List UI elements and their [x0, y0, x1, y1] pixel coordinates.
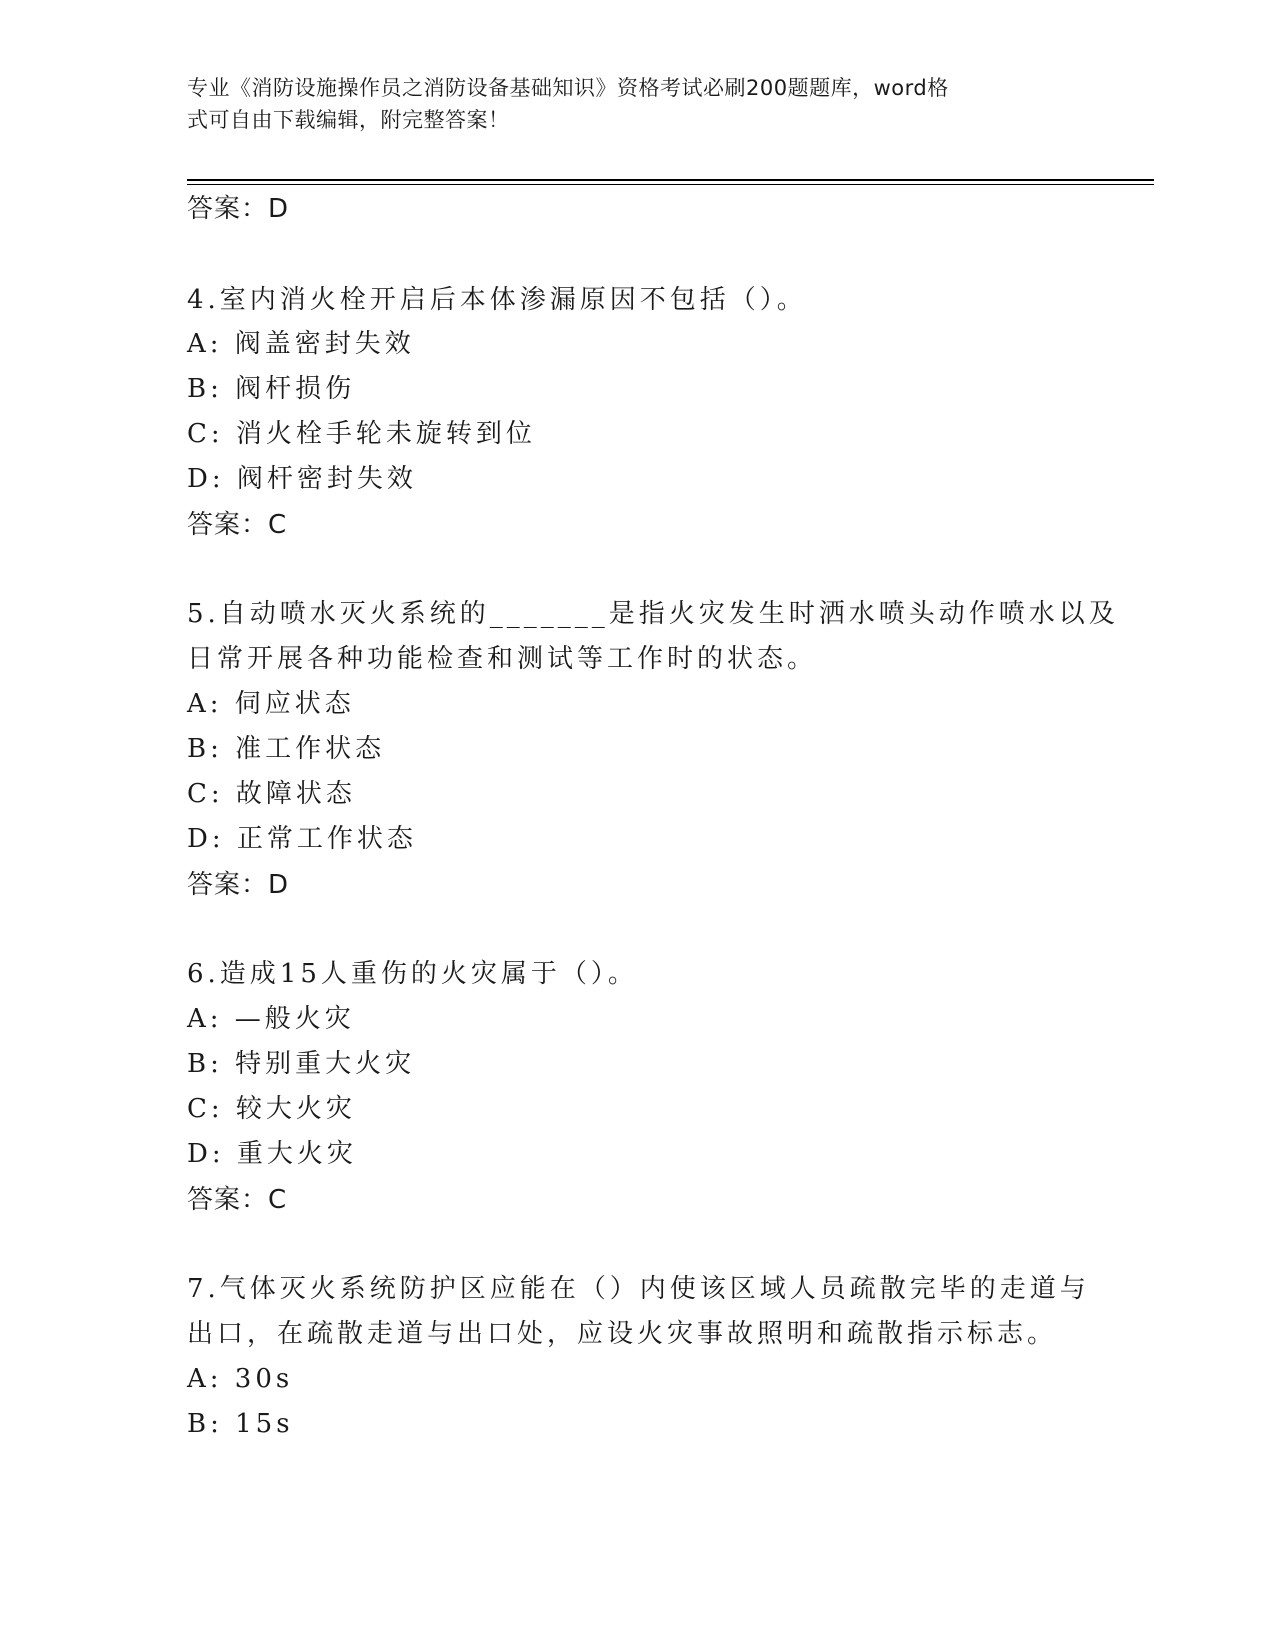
q4-option-d: D: 阀杆密封失效	[187, 464, 417, 494]
q6-option-a: A: —般火灾	[187, 1004, 355, 1034]
q4-option-b: B: 阀杆损伤	[187, 374, 356, 404]
q7-option-b: B: 15s	[187, 1409, 294, 1439]
q5-option-a: A: 伺应状态	[187, 689, 355, 719]
prev-answer: 答案：D	[187, 194, 290, 224]
q4-option-c: C: 消火栓手轮未旋转到位	[187, 419, 536, 449]
q7-option-a: A: 30s	[187, 1364, 294, 1394]
page-header	[187, 72, 1087, 136]
q5-option-c: C: 故障状态	[187, 779, 356, 809]
q4-option-a: A: 阀盖密封失效	[187, 329, 415, 359]
q5-stem-line-1: 5.自动喷水灭火系统的_______是指火灾发生时洒水喷头动作喷水以及	[187, 599, 1119, 629]
q7-stem-line-1: 7.气体灭火系统防护区应能在（）内使该区域人员疏散完毕的走道与	[187, 1274, 1090, 1304]
q6-option-b: B: 特别重大火灾	[187, 1049, 416, 1079]
q5-stem-line-2: 日常开展各种功能检查和测试等工作时的状态。	[187, 644, 818, 674]
q6-answer: 答案：C	[187, 1185, 288, 1215]
header-line-2: 式可自由下载编辑，附完整答案！	[187, 108, 510, 132]
header-line-1: 专业《消防设施操作员之消防设备基础知识》资格考试必刷200题题库，word格	[187, 76, 949, 100]
q4-stem: 4.室内消火栓开启后本体渗漏原因不包括（）。	[187, 285, 807, 315]
q6-stem: 6.造成15人重伤的火灾属于（）。	[187, 959, 638, 989]
q5-option-b: B: 准工作状态	[187, 734, 386, 764]
q5-answer: 答案：D	[187, 870, 290, 900]
q4-answer: 答案：C	[187, 510, 288, 540]
header-rule-thick	[187, 179, 1154, 181]
q5-option-d: D: 正常工作状态	[187, 824, 417, 854]
header-rule-thin	[187, 184, 1154, 185]
q7-stem-line-2: 出口，在疏散走道与出口处，应设火灾事故照明和疏散指示标志。	[187, 1319, 1058, 1349]
q6-option-d: D: 重大火灾	[187, 1139, 357, 1169]
q6-option-c: C: 较大火灾	[187, 1094, 356, 1124]
